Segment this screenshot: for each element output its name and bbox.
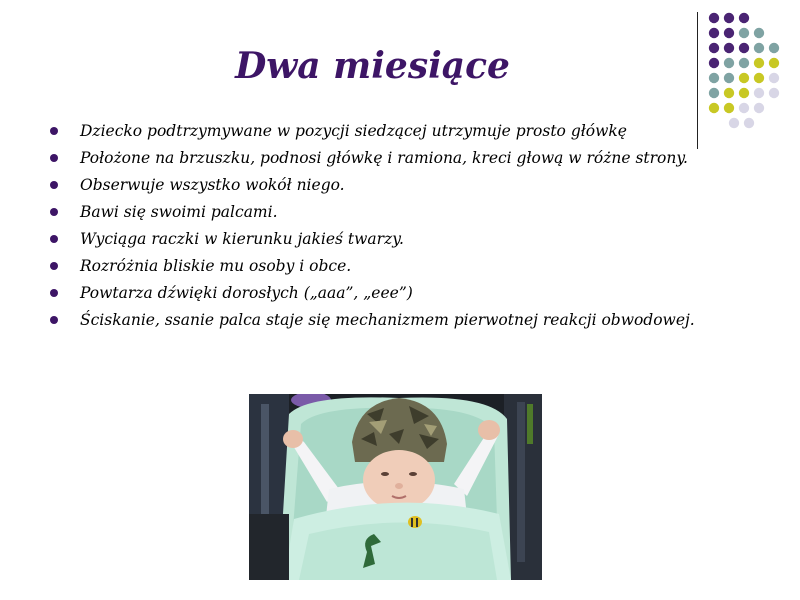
bullet-item bbox=[50, 226, 695, 253]
bullet-icon bbox=[50, 316, 58, 324]
decorative-dot bbox=[709, 88, 719, 98]
bullet-icon bbox=[50, 235, 58, 243]
slide-title: Dwa miesiące bbox=[235, 45, 510, 87]
decorative-dot bbox=[724, 58, 734, 68]
bullet-icon bbox=[50, 127, 58, 135]
decorative-dot bbox=[724, 103, 734, 113]
bullet-icon bbox=[50, 208, 58, 216]
decorative-dot bbox=[724, 28, 734, 38]
bullet-icon bbox=[50, 154, 58, 162]
decorative-dot bbox=[754, 43, 764, 53]
decorative-dot bbox=[739, 88, 749, 98]
baby-photo bbox=[249, 394, 542, 580]
bullet-text: Obserwuje wszystko wokół niego. bbox=[80, 176, 345, 194]
decorative-dot bbox=[739, 58, 749, 68]
bullet-item bbox=[50, 118, 695, 145]
decorative-dot bbox=[769, 58, 779, 68]
bullet-item bbox=[50, 145, 695, 172]
decorative-dot bbox=[709, 43, 719, 53]
decorative-dot bbox=[739, 13, 749, 23]
bullet-text: Rozróżnia bliskie mu osoby i obce. bbox=[80, 257, 352, 275]
decorative-dot bbox=[754, 28, 764, 38]
bullet-text: Dziecko podtrzymywane w pozycji siedzącej utrzymuje prosto główkę bbox=[80, 122, 627, 140]
bullet-item bbox=[50, 307, 695, 334]
bullet-text: Bawi się swoimi palcami. bbox=[80, 203, 278, 221]
decorative-dot bbox=[724, 13, 734, 23]
decorative-dot bbox=[724, 43, 734, 53]
decorative-dot bbox=[739, 28, 749, 38]
decorative-dot-grid bbox=[708, 10, 798, 130]
decorative-dot bbox=[709, 28, 719, 38]
bullet-icon bbox=[50, 289, 58, 297]
bullet-text: Położone na brzuszku, podnosi główkę i ramiona, kreci głową w różne strony. bbox=[80, 149, 688, 167]
decorative-dot bbox=[739, 73, 749, 83]
bullet-text: Ściskanie, ssanie palca staje się mechanizmem pierwotnej reakcji obwodowej. bbox=[80, 311, 695, 329]
bullet-text: Wyciąga raczki w kierunku jakieś twarzy. bbox=[80, 230, 404, 248]
decorative-dot bbox=[744, 118, 754, 128]
decorative-dot bbox=[724, 88, 734, 98]
bullet-item bbox=[50, 253, 695, 280]
baby-in-stroller-image bbox=[249, 394, 542, 580]
bullet-text: Powtarza dźwięki dorosłych („aaa”, „eee”) bbox=[80, 284, 413, 302]
decorative-dot bbox=[769, 88, 779, 98]
decorative-dot bbox=[709, 73, 719, 83]
bullet-list bbox=[50, 118, 695, 334]
bullet-item bbox=[50, 199, 695, 226]
bullet-icon bbox=[50, 262, 58, 270]
decorative-dot bbox=[709, 13, 719, 23]
decorative-dot bbox=[709, 103, 719, 113]
decorative-dot bbox=[724, 73, 734, 83]
decorative-dot bbox=[769, 73, 779, 83]
decorative-dot bbox=[739, 43, 749, 53]
decorative-dot bbox=[739, 103, 749, 113]
bullet-item bbox=[50, 280, 695, 307]
decorative-dot bbox=[754, 58, 764, 68]
decorative-dot bbox=[729, 118, 739, 128]
bullet-icon bbox=[50, 181, 58, 189]
vertical-divider bbox=[697, 12, 698, 149]
decorative-dot bbox=[754, 88, 764, 98]
bullet-item bbox=[50, 172, 695, 199]
decorative-dot bbox=[754, 73, 764, 83]
decorative-dot bbox=[769, 43, 779, 53]
decorative-dot bbox=[709, 58, 719, 68]
decorative-dot bbox=[754, 103, 764, 113]
